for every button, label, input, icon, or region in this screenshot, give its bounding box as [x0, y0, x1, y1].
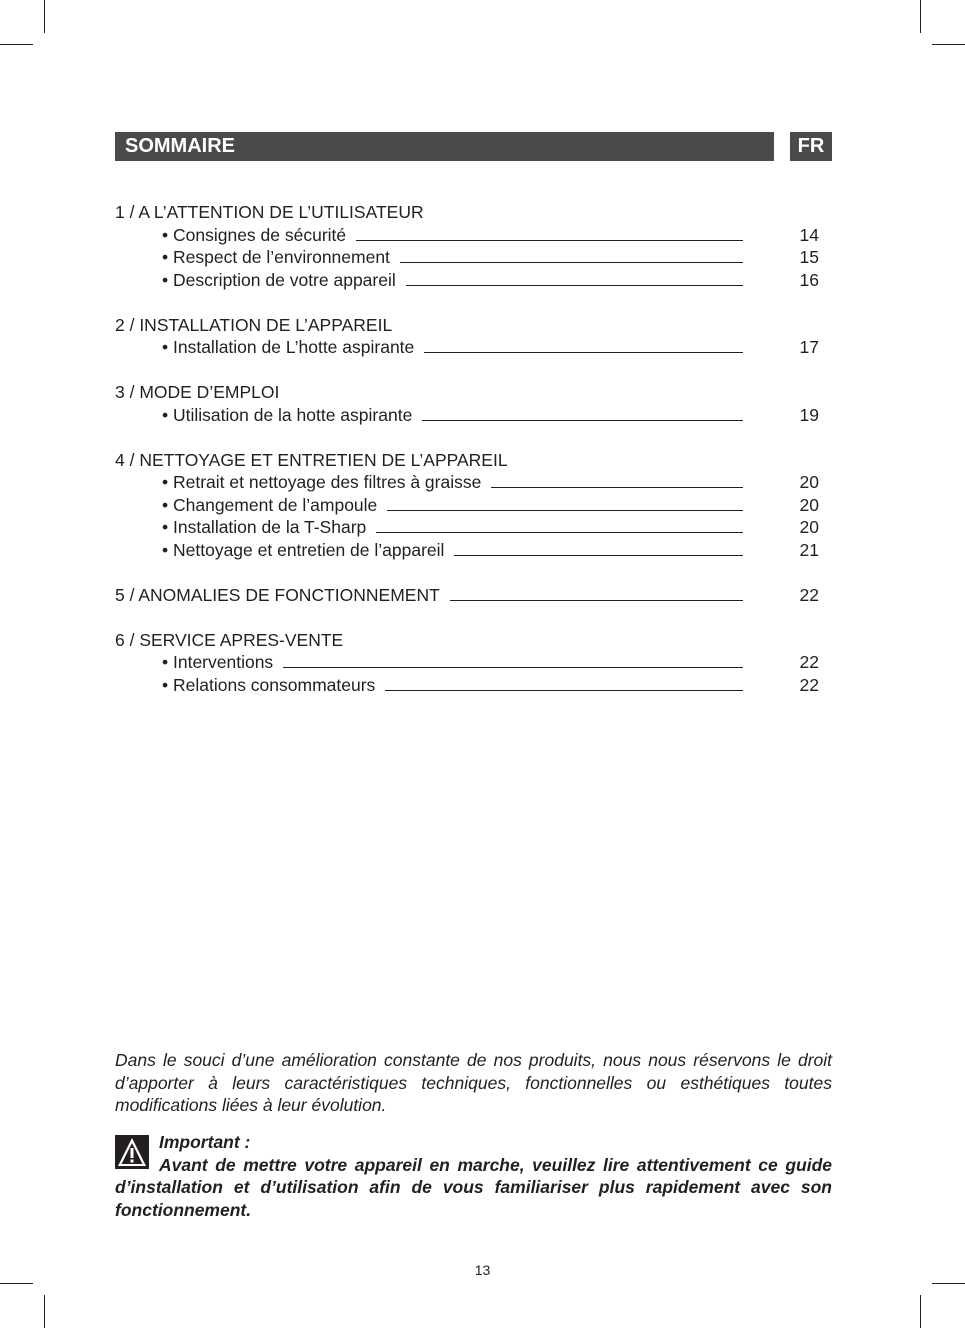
toc-entry: [115, 224, 835, 247]
toc-entry-label: • Nettoyage et entretien de l’appareil: [162, 539, 445, 560]
crop-mark: [932, 1283, 965, 1284]
toc-page-number: 17: [799, 337, 819, 357]
warning-triangle-icon: [115, 1135, 149, 1169]
crop-mark: [932, 44, 965, 45]
toc-entry-label: • Installation de L’hotte aspirante: [162, 337, 415, 357]
toc-section: [115, 449, 835, 562]
toc-entry: [115, 539, 835, 562]
toc-entry: [115, 471, 835, 494]
toc-section-title: 3 / MODE D’EMPLOI: [115, 382, 280, 402]
toc-section-title: 2 / INSTALLATION DE L’APPAREIL: [115, 314, 393, 335]
toc-page-number: 20: [799, 517, 819, 537]
toc-leader: [424, 337, 743, 353]
section-header: SOMMAIRE: [115, 132, 774, 161]
toc-section: [115, 201, 835, 291]
toc-entry-label: • Changement de l’ampoule: [162, 494, 378, 515]
table-of-contents: [115, 201, 835, 719]
toc-leader: [400, 247, 743, 263]
toc-leader: [387, 495, 743, 511]
crop-mark: [0, 1283, 33, 1284]
toc-section-title: 1 / A L’ATTENTION DE L’UTILISATEUR: [115, 202, 424, 222]
toc-page-number: 19: [799, 404, 819, 425]
crop-mark: [44, 0, 45, 33]
toc-entry: [115, 336, 835, 359]
toc-page-number: 22: [799, 652, 819, 672]
toc-entry: [115, 651, 835, 674]
toc-section: [115, 584, 835, 607]
toc-leader: [406, 270, 743, 286]
toc-page-number: 16: [799, 269, 819, 290]
toc-entry-label: • Retrait et nettoyage des filtres à graisse: [162, 472, 482, 492]
important-text: Avant de mettre votre appareil en marche, veuillez lire attentivement ce guide d’installation et d’utilisation afin de vous familiariser plus rapidement avec son fonctionnement.: [115, 1154, 832, 1220]
toc-page-number: 22: [799, 584, 819, 605]
crop-mark: [0, 44, 33, 45]
toc-entry: [115, 269, 835, 292]
toc-entry-label: • Interventions: [162, 652, 274, 672]
toc-leader: [376, 517, 743, 533]
page-number: 13: [474, 1262, 491, 1278]
toc-section-title: 4 / NETTOYAGE ET ENTRETIEN DE L’APPAREIL: [115, 449, 508, 470]
toc-section: [115, 314, 835, 359]
toc-entry: [115, 674, 835, 697]
crop-mark: [920, 1295, 921, 1328]
toc-entry: [115, 404, 835, 427]
toc-entry: [115, 494, 835, 517]
toc-entry: [115, 246, 835, 269]
toc-section-title: 5 / ANOMALIES DE FONCTIONNEMENT: [115, 584, 440, 605]
important-note: [115, 1131, 832, 1221]
toc-page-number: 15: [799, 247, 819, 267]
toc-entry-label: • Utilisation de la hotte aspirante: [162, 404, 413, 425]
toc-page-number: 14: [799, 224, 819, 245]
toc-entry: [115, 516, 835, 539]
toc-leader: [491, 472, 743, 488]
toc-entry-label: • Respect de l’environnement: [162, 247, 390, 267]
toc-leader: [454, 540, 743, 556]
toc-leader: [283, 652, 743, 668]
toc-entry-label: • Installation de la T-Sharp: [162, 517, 367, 537]
toc-section: [115, 629, 835, 697]
toc-page-number: 22: [799, 674, 819, 695]
toc-section-row: [115, 584, 835, 607]
toc-page-number: 20: [799, 472, 819, 492]
crop-mark: [920, 0, 921, 33]
toc-entry-label: • Consignes de sécurité: [162, 224, 347, 245]
toc-page-number: 21: [799, 539, 819, 560]
crop-mark: [44, 1295, 45, 1328]
toc-section: [115, 381, 835, 426]
important-title: Important :: [159, 1132, 251, 1152]
toc-entry-label: • Description de votre appareil: [162, 269, 396, 290]
notice-paragraph: Dans le souci d’une amélioration constante de nos produits, nous nous réservons le droit d’apporter à leurs caractéristiques techniques, fonctionnelles ou esthétiques toutes modifications liées à leur évolution.: [115, 1050, 832, 1115]
language-badge: FR: [790, 132, 832, 161]
toc-section-title: 6 / SERVICE APRES-VENTE: [115, 629, 344, 650]
toc-leader: [356, 225, 743, 241]
toc-leader: [450, 585, 743, 601]
toc-leader: [385, 675, 743, 691]
toc-leader: [422, 405, 743, 421]
toc-page-number: 20: [799, 494, 819, 515]
toc-entry-label: • Relations consommateurs: [162, 674, 376, 695]
